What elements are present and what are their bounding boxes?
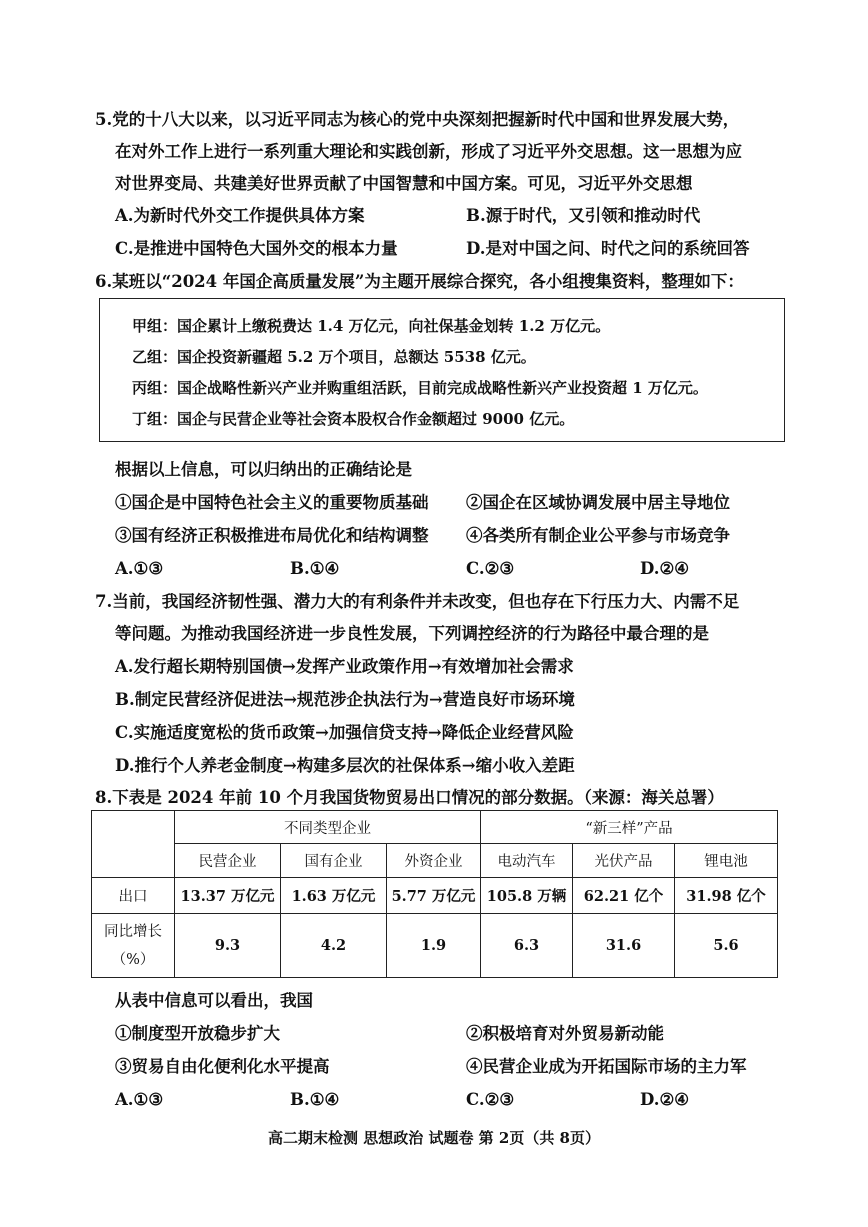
q8-option-b: B.①④ xyxy=(290,1090,340,1109)
q6-prompt: 根据以上信息，可以归纳出的正确结论是 xyxy=(115,460,412,479)
table-cell: 13.37 万亿元 xyxy=(175,878,281,914)
table-cell: 6.3 xyxy=(481,914,573,978)
table-cell: 62.21 亿个 xyxy=(573,878,675,914)
q5-option-d: D.是对中国之问、时代之问的系统回答 xyxy=(466,239,750,258)
q6-option-a: A.①③ xyxy=(115,559,164,578)
q6-statement-4: ④各类所有制企业公平参与市场竞争 xyxy=(466,526,730,545)
table-cell: 4.2 xyxy=(281,914,387,978)
q7-option-c: C.实施适度宽松的货币政策→加强信贷支持→降低企业经营风险 xyxy=(115,723,574,742)
table-row-label: 出口 xyxy=(92,878,175,914)
table-cell: 9.3 xyxy=(175,914,281,978)
q8-export-table xyxy=(91,810,778,978)
q6-option-c: C.②③ xyxy=(466,559,515,578)
q8-statement-1: ①制度型开放稳步扩大 xyxy=(115,1024,280,1043)
table-cell: 31.98 亿个 xyxy=(675,878,778,914)
table-col-header: 外资企业 xyxy=(387,844,481,878)
table-col-header: 民营企业 xyxy=(175,844,281,878)
table-col-header: 锂电池 xyxy=(675,844,778,878)
table-row-label xyxy=(92,914,175,978)
q8-prompt: 从表中信息可以看出，我国 xyxy=(115,991,313,1010)
q7-option-a: A.发行超长期特别国债→发挥产业政策作用→有效增加社会需求 xyxy=(115,657,574,676)
q7-line-1: 7.当前，我国经济韧性强、潜力大的有利条件并未改变，但也存在下行压力大、内需不足 xyxy=(95,592,740,611)
q6-statement-3: ③国有经济正积极推进布局优化和结构调整 xyxy=(115,526,429,545)
q7-option-d: D.推行个人养老金制度→构建多层次的社保体系→缩小收入差距 xyxy=(115,756,575,775)
table-cell: 105.8 万辆 xyxy=(481,878,573,914)
q8-option-c: C.②③ xyxy=(466,1090,515,1109)
table-row-label-line: 同比增长 xyxy=(104,923,162,940)
q6-option-d: D.②④ xyxy=(640,559,690,578)
table-cell: 31.6 xyxy=(573,914,675,978)
q7-line-2: 等问题。为推动我国经济进一步良性发展，下列调控经济的行为路径中最合理的是 xyxy=(115,624,709,643)
q5-line-1: 5.党的十八大以来，以习近平同志为核心的党中央深刻把握新时代中国和世界发展大势， xyxy=(95,110,740,129)
q7-option-b: B.制定民营经济促进法→规范涉企执法行为→营造良好市场环境 xyxy=(115,690,575,709)
q8-option-a: A.①③ xyxy=(115,1090,164,1109)
table-row-export xyxy=(92,878,778,914)
q8-stem: 8.下表是 2024 年前 10 个月我国货物贸易出口情况的部分数据。（来源：海关总署） xyxy=(95,788,724,807)
q8-option-d: D.②④ xyxy=(640,1090,690,1109)
table-col-header: 国有企业 xyxy=(281,844,387,878)
q6-material-box xyxy=(99,298,785,442)
q5-option-c: C.是推进中国特色大国外交的根本力量 xyxy=(115,239,398,258)
q6-box-group-3: 丙组：国企战略性新兴产业并购重组活跃，目前完成战略性新兴产业投资超 1 万亿元。 xyxy=(132,379,708,397)
page-footer: 高二期末检测 思想政治 试题卷 第 2页（共 8页） xyxy=(268,1129,600,1147)
q5-line-2: 在对外工作上进行一系列重大理论和实践创新，形成了习近平外交思想。这一思想为应 xyxy=(115,142,742,161)
q5-option-a: A.为新时代外交工作提供具体方案 xyxy=(115,206,365,225)
table-cell: 1.9 xyxy=(387,914,481,978)
table-row-column-header xyxy=(92,844,778,878)
table-col-header: 电动汽车 xyxy=(481,844,573,878)
table-cell: 5.6 xyxy=(675,914,778,978)
q6-stem: 6.某班以“2024 年国企高质量发展”为主题开展综合探究，各小组搜集资料，整理如下： xyxy=(95,272,744,291)
q6-statement-1: ①国企是中国特色社会主义的重要物质基础 xyxy=(115,493,429,512)
table-group-enterprise: 不同类型企业 xyxy=(175,811,481,844)
q8-statement-2: ②积极培育对外贸易新动能 xyxy=(466,1024,664,1043)
q8-statement-4: ④民营企业成为开拓国际市场的主力军 xyxy=(466,1057,747,1076)
q6-box-group-4: 丁组：国企与民营企业等社会资本股权合作金额超过 9000 亿元。 xyxy=(132,410,575,428)
q8-statement-3: ③贸易自由化便利化水平提高 xyxy=(115,1057,330,1076)
table-row-label-unit: （%） xyxy=(111,951,155,968)
table-cell: 1.63 万亿元 xyxy=(281,878,387,914)
q6-box-group-2: 乙组：国企投资新疆超 5.2 万个项目，总额达 5538 亿元。 xyxy=(132,348,536,366)
q6-box-group-1: 甲组：国企累计上缴税费达 1.4 万亿元，向社保基金划转 1.2 万亿元。 xyxy=(132,317,611,335)
q5-option-b: B.源于时代，又引领和推动时代 xyxy=(466,206,701,225)
table-row-growth xyxy=(92,914,778,978)
q6-option-b: B.①④ xyxy=(290,559,340,578)
q6-statement-2: ②国企在区域协调发展中居主导地位 xyxy=(466,493,730,512)
table-row-group-header xyxy=(92,811,778,844)
q5-line-3: 对世界变局、共建美好世界贡献了中国智慧和中国方案。可见，习近平外交思想 xyxy=(115,174,693,193)
table-group-new-three: “新三样”产品 xyxy=(481,811,778,844)
table-cell: 5.77 万亿元 xyxy=(387,878,481,914)
table-corner-cell xyxy=(92,811,175,878)
table-col-header: 光伏产品 xyxy=(573,844,675,878)
